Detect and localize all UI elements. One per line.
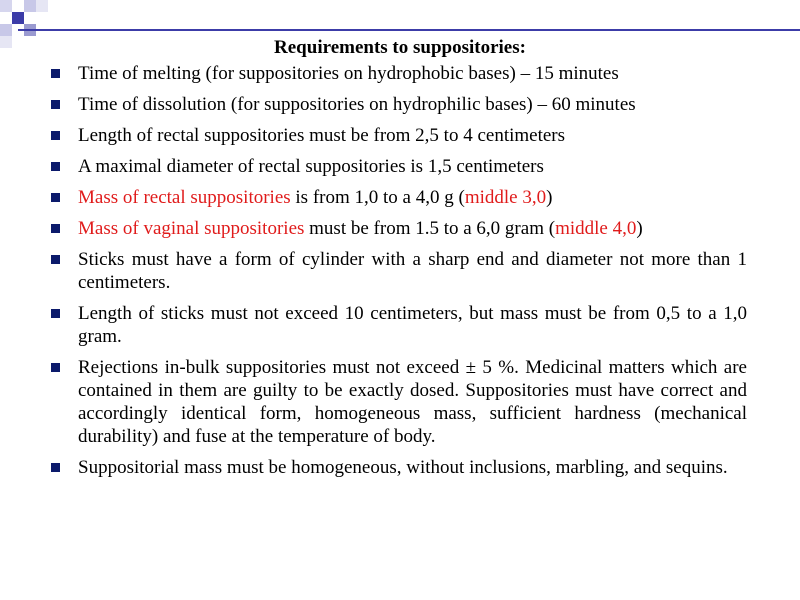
- bullet-text: A maximal diameter of rectal suppositories is 1,5 centimeters: [78, 156, 544, 177]
- square-bullet-icon: [51, 131, 60, 140]
- bullet-text: Time of dissolution (for suppositories on hydrophilic bases) – 60 minutes: [78, 94, 636, 115]
- square-bullet-icon: [51, 193, 60, 202]
- square-bullet-icon: [51, 463, 60, 472]
- bullet-text: ): [546, 187, 553, 208]
- highlighted-text: middle 4,0: [555, 218, 637, 239]
- square-bullet-icon: [51, 100, 60, 109]
- bullet-text: Length of sticks must not exceed 10 centimeters, but mass must be from 0,5 to a 1,0 gram.: [78, 303, 747, 347]
- highlighted-text: Mass of vaginal suppositories: [78, 218, 305, 239]
- bullet-text: Sticks must have a form of cylinder with a sharp end and diameter not more than 1 centimeters.: [78, 249, 747, 293]
- bullet-item: [47, 93, 747, 116]
- square-bullet-icon: [51, 224, 60, 233]
- bullet-item: [47, 186, 747, 209]
- square-bullet-icon: [51, 255, 60, 264]
- square-bullet-icon: [51, 69, 60, 78]
- bullet-text: Rejections in-bulk suppositories must not exceed ± 5 %. Medicinal matters which are contained in them are guilty to be exactly dosed. Suppositories must have correct and accordingly identical form, homogeneous mass, sufficient hardness (mechanical durability) and fuse at the temperature of body.: [78, 357, 747, 447]
- bullet-text: Length of rectal suppositories must be from 2,5 to 4 centimeters: [78, 125, 566, 146]
- bullet-text: is from 1,0 to a 4,0 g (: [290, 187, 465, 208]
- bullet-text: must be from 1.5 to a 6,0 gram (: [304, 218, 556, 239]
- highlighted-text: middle 3,0: [464, 187, 547, 208]
- bullet-item: [47, 248, 747, 294]
- bullet-text: Time of melting (for suppositories on hydrophobic bases) – 15 minutes: [78, 63, 619, 84]
- bullet-item: [47, 124, 747, 147]
- bullet-item: [47, 302, 747, 348]
- bullet-text: ): [636, 218, 643, 239]
- square-bullet-icon: [51, 162, 60, 171]
- highlighted-text: Mass of rectal suppositories: [78, 187, 291, 208]
- top-rule: [18, 29, 800, 31]
- page-title: Requirements to suppositories:: [274, 37, 526, 58]
- bullet-item: [47, 217, 747, 240]
- bullet-item: [47, 356, 747, 448]
- bullet-list: [47, 62, 747, 487]
- square-bullet-icon: [51, 309, 60, 318]
- bullet-item: [47, 456, 747, 479]
- bullet-text: Suppositorial mass must be homogeneous, without inclusions, marbling, and sequins.: [78, 457, 728, 478]
- square-bullet-icon: [51, 363, 60, 372]
- bullet-item: [47, 62, 747, 85]
- bullet-item: [47, 155, 747, 178]
